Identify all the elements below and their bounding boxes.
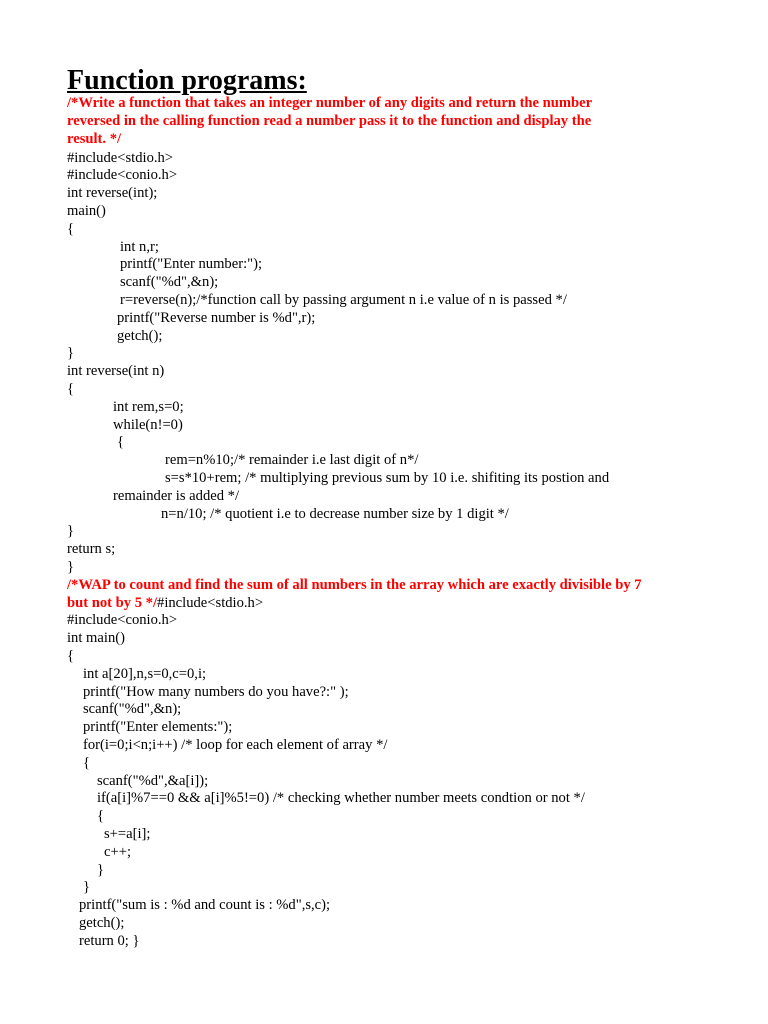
code-line: #include<conio.h> [67,167,178,183]
code-line: int reverse(int); [67,185,158,201]
code-line: getch(); [117,328,163,344]
code-line: { [67,221,75,237]
code-line: n=n/10; /* quotient i.e to decrease number size by 1 digit */ [161,506,509,522]
code-line: { [67,648,75,664]
code-line: scanf("%d",&n); [120,274,219,290]
code-line: } [67,523,75,539]
code-line: } [67,559,75,575]
code-line: main() [67,203,106,219]
code-line: printf("Enter number:"); [120,256,262,272]
code-line: return s; [67,541,116,557]
code-line: s=s*10+rem; /* multiplying previous sum by 10 i.e. shifiting its postion and [165,470,610,486]
code-line: s+=a[i]; [104,826,151,842]
code-line: scanf("%d",&a[i]); [97,773,209,789]
code-line: rem=n%10;/* remainder i.e last digit of n*/ [165,452,419,468]
code-line: while(n!=0) [113,417,183,433]
code-line: { [117,434,125,450]
program2-description-line [67,595,263,613]
code-line: #include<stdio.h> [67,150,174,166]
code-line: getch(); [79,915,125,931]
code-text: #include<stdio.h> [157,595,264,611]
code-line: } [83,879,91,895]
code-line: printf("Reverse number is %d",r); [117,310,316,326]
code-line: return 0; } [79,933,140,949]
description-line: /*Write a function that takes an integer number of any digits and return the number [67,95,593,111]
code-line: int main() [67,630,125,646]
code-line: int rem,s=0; [113,399,184,415]
code-line: c++; [104,844,131,860]
description-text: but not by 5 */ [67,595,158,611]
page-title: Function programs: [67,65,307,96]
code-line: for(i=0;i<n;i++) /* loop for each element of array */ [83,737,388,753]
code-line: if(a[i]%7==0 && a[i]%5!=0) /* checking whether number meets condtion or not */ [97,790,585,806]
code-line: { [97,808,105,824]
program2-description-line: /*WAP to count and find the sum of all numbers in the array which are exactly divisible by 7 [67,577,642,593]
program1-description [67,95,637,148]
description-line: result. */ [67,130,122,147]
code-line: { [83,755,91,771]
description-line: reversed in the calling function read a number pass it to the function and display the [67,112,592,129]
code-line: r=reverse(n);/*function call by passing argument n i.e value of n is passed */ [120,292,567,308]
code-line: printf("sum is : %d and count is : %d",s,c); [79,897,331,913]
code-line: printf("Enter elements:"); [83,719,233,735]
code-line: } [67,345,75,361]
code-line: printf("How many numbers do you have?:" ); [83,684,349,700]
code-line: { [67,381,75,397]
code-line: #include<conio.h> [67,612,178,628]
code-line: } [97,862,105,878]
code-line: int reverse(int n) [67,363,165,379]
code-line: int a[20],n,s=0,c=0,i; [83,666,207,682]
code-line: scanf("%d",&n); [83,701,182,717]
code-line: remainder is added */ [113,488,240,504]
code-line: int n,r; [120,239,159,255]
